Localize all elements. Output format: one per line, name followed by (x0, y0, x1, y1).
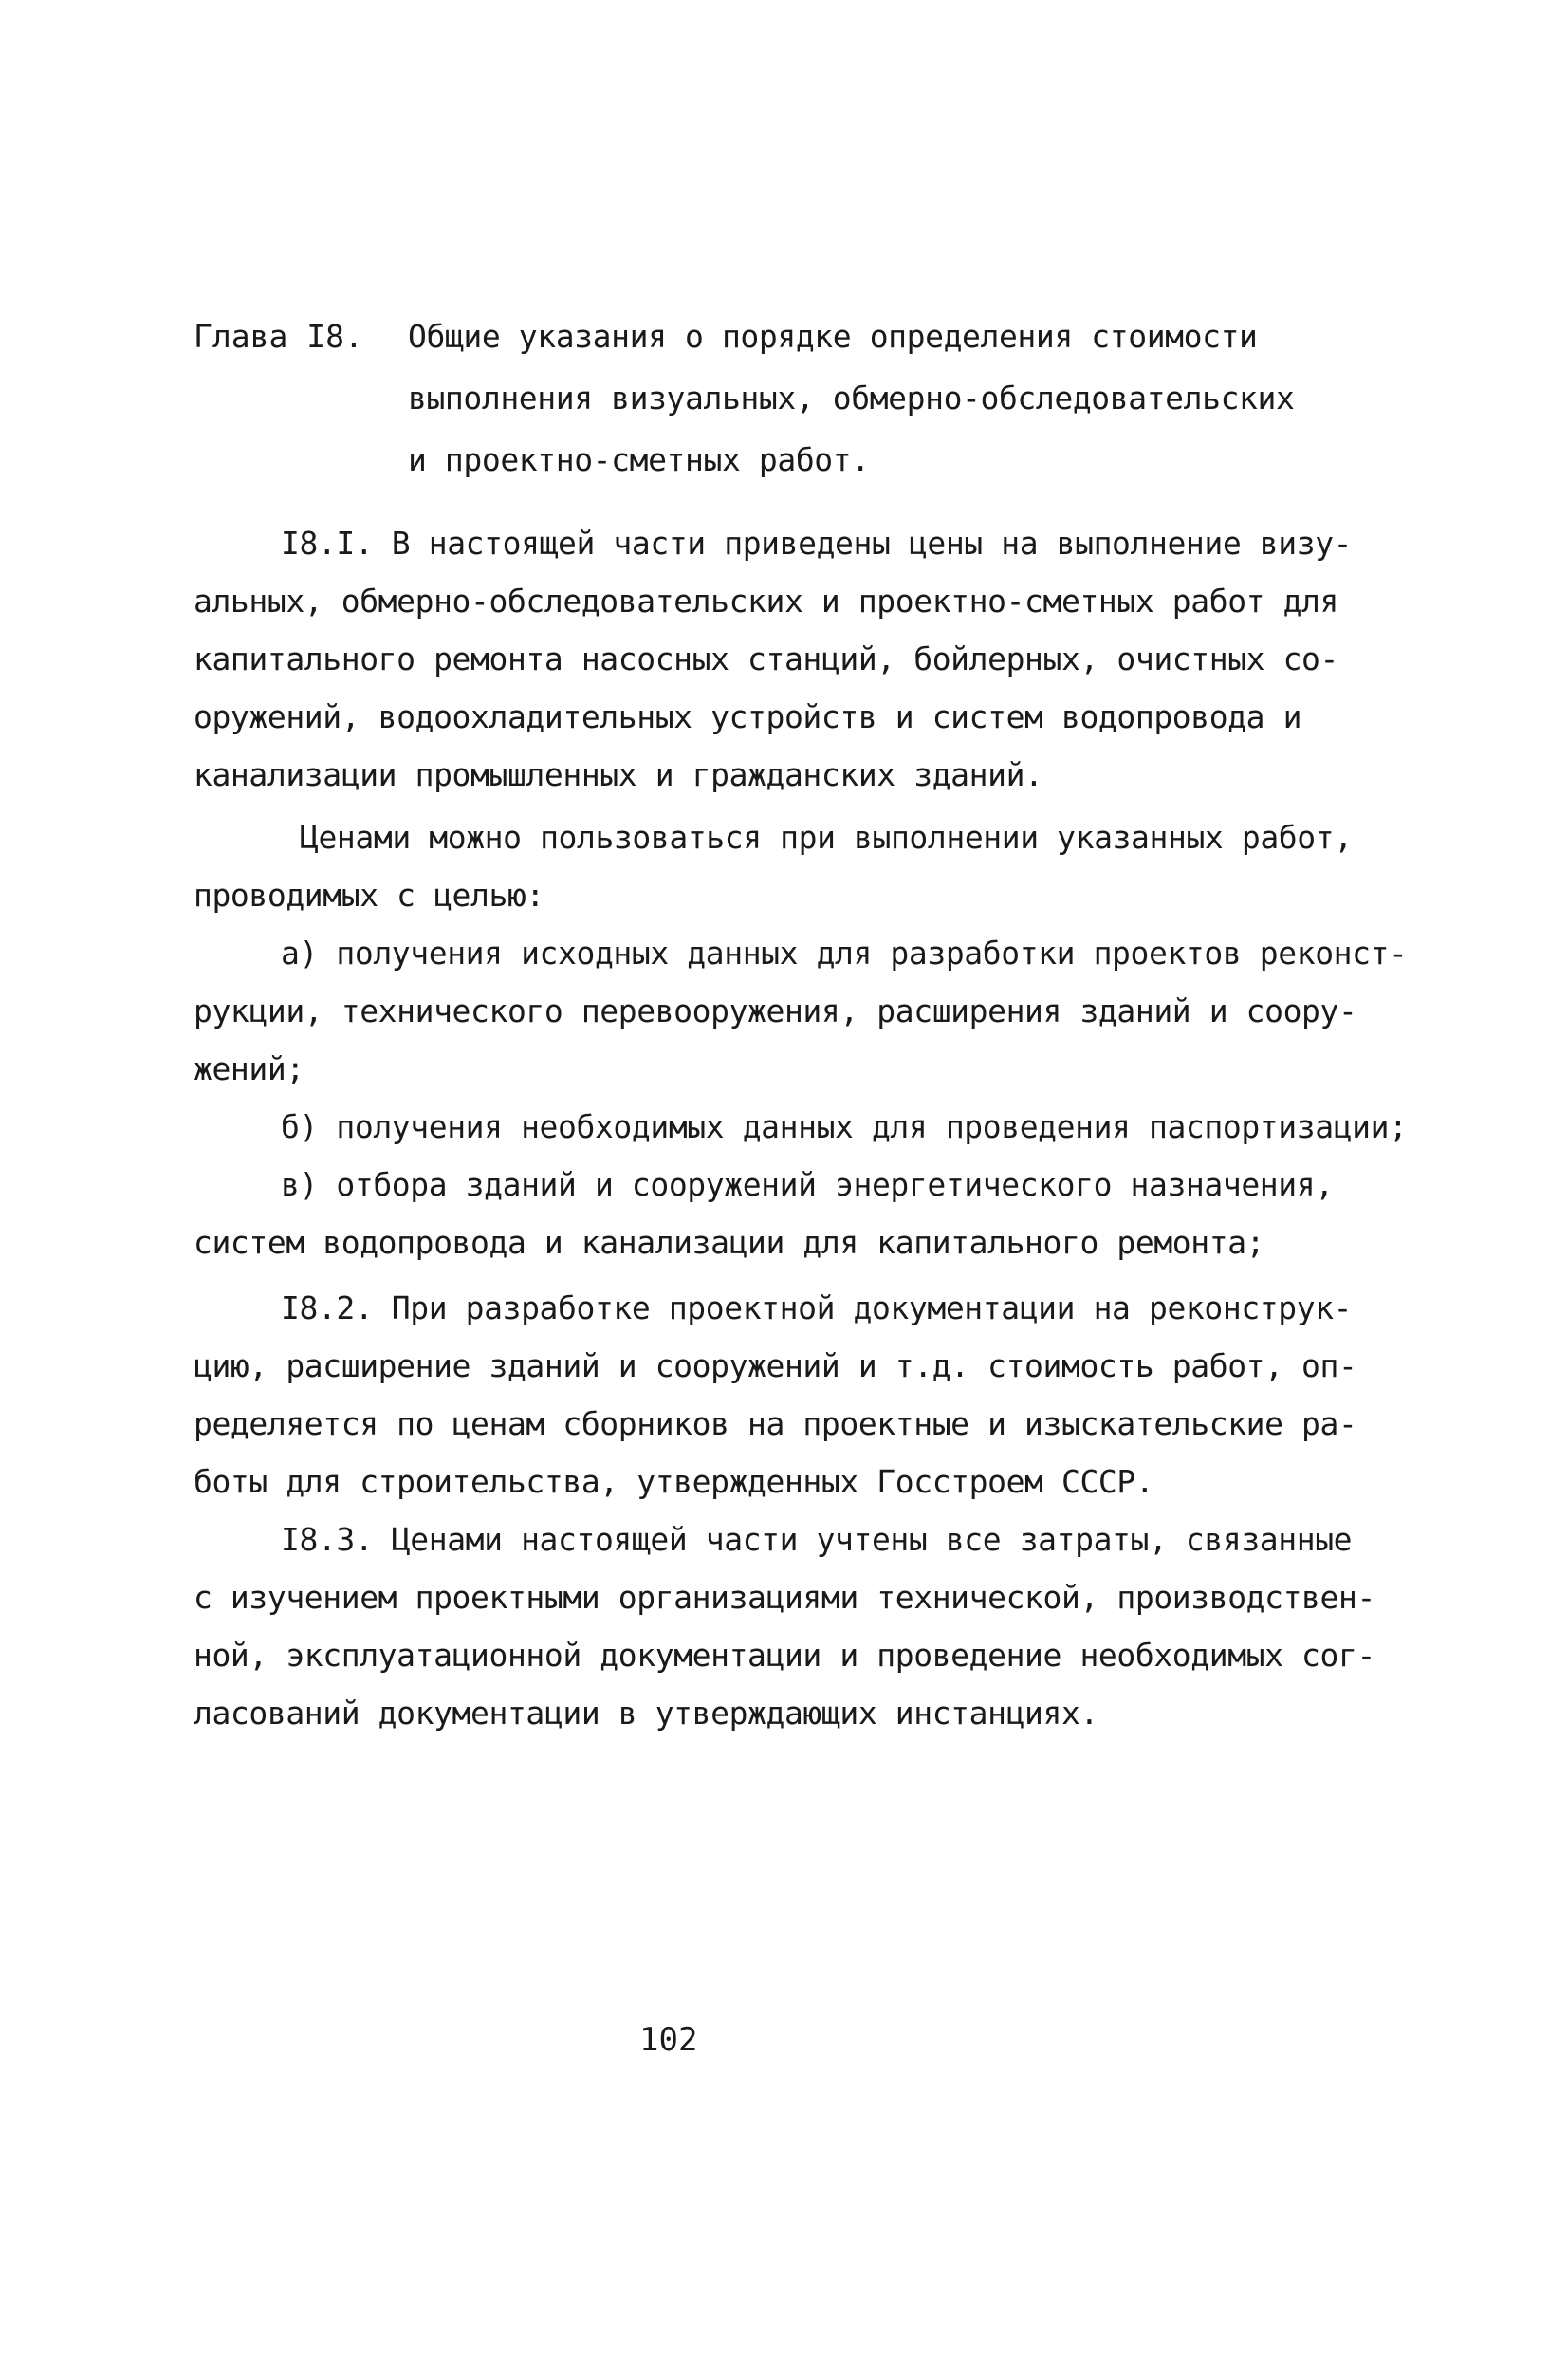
paragraph-18-2-line-3: ределяется по ценам сборников на проектные и изыскательские ра- (194, 1405, 1357, 1442)
paragraph-18-1-line-2: альных, обмерно-обследовательских и проектно-сметных работ для (194, 583, 1338, 620)
list-item-a-line-3: жений; (194, 1050, 304, 1087)
chapter-title-line-2: выполнения визуальных, обмерно-обследовательских (408, 380, 1295, 417)
list-item-c-line-1: в) отбора зданий и сооружений энергетического назначения, (281, 1166, 1334, 1203)
paragraph-18-1-line-1: I8.I. В настоящей части приведены цены на выполнение визу- (281, 525, 1353, 562)
list-item-a-line-2: рукции, технического перевооружения, расширения зданий и соору- (194, 992, 1357, 1029)
paragraph-prices-line-2: проводимых с целью: (194, 877, 544, 914)
chapter-title-line-3: и проектно-сметных работ. (408, 441, 870, 478)
paragraph-18-3-line-2: с изучением проектными организациями технической, производствен- (194, 1579, 1375, 1616)
paragraph-18-1-line-3: капитального ремонта насосных станций, бойлерных, очистных со- (194, 640, 1338, 677)
paragraph-18-2-line-2: цию, расширение зданий и сооружений и т.д. стоимость работ, оп- (194, 1347, 1357, 1384)
paragraph-18-3-line-1: I8.3. Ценами настоящей части учтены все затраты, связанные (281, 1521, 1353, 1558)
paragraph-18-2-line-1: I8.2. При разработке проектной документации на реконструк- (281, 1289, 1353, 1326)
paragraph-prices-line-1: Ценами можно пользоваться при выполнении указанных работ, (300, 819, 1353, 856)
paragraph-18-2-line-4: боты для строительства, утвержденных Госстроем СССР. (194, 1463, 1154, 1500)
page-number: 102 (639, 2021, 698, 2059)
chapter-label: Глава I8. (194, 318, 363, 355)
chapter-title-line-1: Общие указания о порядке определения стоимости (408, 318, 1258, 355)
paragraph-18-3-line-3: ной, эксплуатационной документации и проведение необходимых сог- (194, 1637, 1375, 1674)
list-item-a-line-1: а) получения исходных данных для разработки проектов реконст- (281, 935, 1408, 972)
list-item-c-line-2: систем водопровода и канализации для капитального ремонта; (194, 1224, 1265, 1261)
paragraph-18-1-line-5: канализации промышленных и гражданских зданий. (194, 756, 1043, 793)
list-item-b: б) получения необходимых данных для проведения паспортизации; (281, 1108, 1408, 1145)
paragraph-18-1-line-4: оружений, водоохладительных устройств и систем водопровода и (194, 698, 1302, 735)
paragraph-18-3-line-4: ласований документации в утверждающих инстанциях. (194, 1695, 1098, 1732)
